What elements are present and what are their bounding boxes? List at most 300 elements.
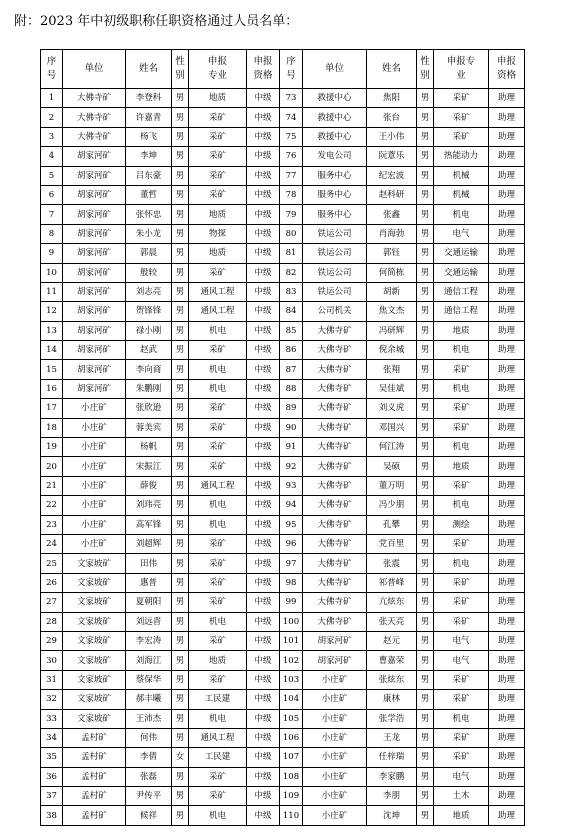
unit-cell: 救援中心 xyxy=(303,89,367,108)
unit-cell: 大佛寺矿 xyxy=(303,612,367,631)
unit-cell: 大佛寺矿 xyxy=(303,515,367,534)
gender-cell: 男 xyxy=(417,341,434,360)
name-cell: 张磊 xyxy=(126,767,172,786)
table-row xyxy=(41,244,525,263)
seq-cell: 10 xyxy=(41,263,63,282)
qualification-cell: 中级 xyxy=(247,690,280,709)
unit-cell: 大佛寺矿 xyxy=(303,379,367,398)
qualification-cell: 中级 xyxy=(247,360,280,379)
qualification-cell: 助理 xyxy=(489,244,525,263)
table-row xyxy=(41,166,525,185)
major-cell: 交通运输 xyxy=(434,244,489,263)
name-cell: 赵武 xyxy=(126,341,172,360)
unit-cell: 文家坡矿 xyxy=(63,651,126,670)
major-cell: 采矿 xyxy=(189,263,247,282)
name-cell: 张学浩 xyxy=(367,709,417,728)
qualification-cell: 中级 xyxy=(247,612,280,631)
seq-cell: 98 xyxy=(280,573,303,592)
qualification-cell: 助理 xyxy=(489,748,525,767)
seq-cell: 81 xyxy=(280,244,303,263)
table-row xyxy=(41,379,525,398)
column-header-text: 单位 xyxy=(84,63,104,74)
column-header-text: 业 xyxy=(456,70,466,81)
column-header-text: 序 xyxy=(46,56,57,67)
name-cell: 吕东豪 xyxy=(126,166,172,185)
name-cell: 阮薏乐 xyxy=(367,147,417,166)
major-cell: 电气 xyxy=(434,631,489,650)
qualification-cell: 中级 xyxy=(247,728,280,747)
table-row xyxy=(41,205,525,224)
unit-cell: 大佛寺矿 xyxy=(303,593,367,612)
qualification-cell: 助理 xyxy=(489,418,525,437)
qualification-cell: 中级 xyxy=(247,631,280,650)
gender-cell: 男 xyxy=(172,418,189,437)
seq-cell: 31 xyxy=(41,670,63,689)
column-header-text: 申报 xyxy=(207,56,227,67)
major-cell: 机电 xyxy=(434,496,489,515)
unit-cell: 文家坡矿 xyxy=(63,690,126,709)
table-row xyxy=(41,438,525,457)
name-cell: 何伟 xyxy=(126,728,172,747)
unit-cell: 大佛寺矿 xyxy=(303,534,367,553)
qualification-cell: 中级 xyxy=(247,670,280,689)
name-cell: 田伟 xyxy=(126,554,172,573)
major-cell: 机电 xyxy=(434,379,489,398)
seq-cell: 76 xyxy=(280,147,303,166)
major-cell: 土木 xyxy=(434,787,489,806)
gender-cell: 男 xyxy=(417,360,434,379)
major-cell: 采矿 xyxy=(434,476,489,495)
gender-cell: 男 xyxy=(172,341,189,360)
gender-cell: 男 xyxy=(417,457,434,476)
unit-cell: 小庄矿 xyxy=(63,476,126,495)
table-row xyxy=(41,554,525,573)
name-cell: 刘超辉 xyxy=(126,534,172,553)
name-cell: 王小伟 xyxy=(367,127,417,146)
qualification-cell: 助理 xyxy=(489,651,525,670)
qualification-cell: 中级 xyxy=(247,651,280,670)
qualification-cell: 中级 xyxy=(247,108,280,127)
name-cell: 惠普 xyxy=(126,573,172,592)
unit-cell: 胡家河矿 xyxy=(63,302,126,321)
qualification-cell: 中级 xyxy=(247,767,280,786)
seq-cell: 104 xyxy=(280,690,303,709)
table-row xyxy=(41,690,525,709)
seq-cell: 85 xyxy=(280,321,303,340)
gender-cell: 男 xyxy=(417,748,434,767)
major-cell: 交通运输 xyxy=(434,263,489,282)
qualification-cell: 中级 xyxy=(247,515,280,534)
column-header-text: 别 xyxy=(420,70,430,81)
column-header-name xyxy=(126,50,172,89)
seq-cell: 79 xyxy=(280,205,303,224)
seq-cell: 91 xyxy=(280,438,303,457)
name-cell: 党百里 xyxy=(367,534,417,553)
qualification-cell: 助理 xyxy=(489,457,525,476)
column-header-text: 姓名 xyxy=(381,63,401,74)
qualification-cell: 中级 xyxy=(247,573,280,592)
name-cell: 冯研辉 xyxy=(367,321,417,340)
gender-cell: 男 xyxy=(172,302,189,321)
major-cell: 采矿 xyxy=(434,399,489,418)
seq-cell: 99 xyxy=(280,593,303,612)
unit-cell: 大佛寺矿 xyxy=(303,496,367,515)
major-cell: 采矿 xyxy=(189,127,247,146)
name-cell: 李朋 xyxy=(367,787,417,806)
seq-cell: 92 xyxy=(280,457,303,476)
unit-cell: 大佛寺矿 xyxy=(303,476,367,495)
major-cell: 采矿 xyxy=(434,127,489,146)
gender-cell: 男 xyxy=(172,670,189,689)
name-cell: 王龙 xyxy=(367,728,417,747)
seq-cell: 82 xyxy=(280,263,303,282)
qualification-cell: 助理 xyxy=(489,263,525,282)
major-cell: 采矿 xyxy=(434,748,489,767)
table-row xyxy=(41,127,525,146)
major-cell: 通风工程 xyxy=(189,728,247,747)
name-cell: 亢炫东 xyxy=(367,593,417,612)
table-row xyxy=(41,341,525,360)
major-cell: 通信工程 xyxy=(434,282,489,301)
major-cell: 采矿 xyxy=(189,147,247,166)
unit-cell: 胡家河矿 xyxy=(63,282,126,301)
unit-cell: 胡家河矿 xyxy=(303,651,367,670)
qualification-cell: 助理 xyxy=(489,147,525,166)
column-header-unit xyxy=(63,50,126,89)
unit-cell: 孟村矿 xyxy=(63,806,126,825)
major-cell: 热能动力 xyxy=(434,147,489,166)
unit-cell: 文家坡矿 xyxy=(63,593,126,612)
unit-cell: 小庄矿 xyxy=(303,709,367,728)
major-cell: 机械 xyxy=(434,185,489,204)
column-header-text: 资格 xyxy=(253,70,273,81)
major-cell: 采矿 xyxy=(189,767,247,786)
gender-cell: 男 xyxy=(417,690,434,709)
table-row xyxy=(41,399,525,418)
qualification-cell: 中级 xyxy=(247,534,280,553)
unit-cell: 大佛寺矿 xyxy=(303,418,367,437)
table-row xyxy=(41,321,525,340)
major-cell: 电气 xyxy=(434,767,489,786)
seq-cell: 23 xyxy=(41,515,63,534)
column-header-text: 单位 xyxy=(324,63,344,74)
major-cell: 地质 xyxy=(434,457,489,476)
seq-cell: 1 xyxy=(41,89,63,108)
unit-cell: 胡家河矿 xyxy=(63,185,126,204)
qualification-cell: 中级 xyxy=(247,166,280,185)
unit-cell: 文家坡矿 xyxy=(63,573,126,592)
seq-cell: 75 xyxy=(280,127,303,146)
qualification-cell: 中级 xyxy=(247,185,280,204)
table-row xyxy=(41,457,525,476)
table-row xyxy=(41,670,525,689)
qualification-cell: 中级 xyxy=(247,418,280,437)
seq-cell: 25 xyxy=(41,554,63,573)
unit-cell: 大佛寺矿 xyxy=(63,108,126,127)
unit-cell: 文家坡矿 xyxy=(63,631,126,650)
table-row xyxy=(41,302,525,321)
unit-cell: 小庄矿 xyxy=(63,438,126,457)
seq-cell: 93 xyxy=(280,476,303,495)
qualification-cell: 助理 xyxy=(489,205,525,224)
name-cell: 吴硕 xyxy=(367,457,417,476)
column-header-seq xyxy=(41,50,63,89)
name-cell: 蓉美宾 xyxy=(126,418,172,437)
major-cell: 通风工程 xyxy=(189,476,247,495)
qualification-cell: 中级 xyxy=(247,321,280,340)
gender-cell: 男 xyxy=(172,787,189,806)
qualification-cell: 中级 xyxy=(247,282,280,301)
name-cell: 吴佳斌 xyxy=(367,379,417,398)
major-cell: 采矿 xyxy=(189,573,247,592)
gender-cell: 男 xyxy=(172,263,189,282)
unit-cell: 小庄矿 xyxy=(303,767,367,786)
column-header-name xyxy=(367,50,417,89)
unit-cell: 大佛寺矿 xyxy=(63,127,126,146)
major-cell: 采矿 xyxy=(189,399,247,418)
major-cell: 物探 xyxy=(189,224,247,243)
name-cell: 李坤 xyxy=(126,147,172,166)
qualification-cell: 助理 xyxy=(489,438,525,457)
qualification-cell: 中级 xyxy=(247,263,280,282)
seq-cell: 73 xyxy=(280,89,303,108)
qualification-cell: 中级 xyxy=(247,496,280,515)
table-row xyxy=(41,496,525,515)
gender-cell: 男 xyxy=(417,399,434,418)
unit-cell: 胡家河矿 xyxy=(63,341,126,360)
name-cell: 张翔 xyxy=(367,360,417,379)
unit-cell: 服务中心 xyxy=(303,185,367,204)
gender-cell: 男 xyxy=(172,457,189,476)
qualification-cell: 助理 xyxy=(489,360,525,379)
column-header-major xyxy=(434,50,489,89)
unit-cell: 胡家河矿 xyxy=(303,631,367,650)
seq-cell: 96 xyxy=(280,534,303,553)
major-cell: 采矿 xyxy=(434,534,489,553)
name-cell: 张鑫 xyxy=(367,205,417,224)
qualification-cell: 助理 xyxy=(489,476,525,495)
gender-cell: 男 xyxy=(172,185,189,204)
name-cell: 焦文杰 xyxy=(367,302,417,321)
seq-cell: 28 xyxy=(41,612,63,631)
unit-cell: 胡家河矿 xyxy=(63,147,126,166)
table-row xyxy=(41,806,525,825)
name-cell: 张怀忠 xyxy=(126,205,172,224)
major-cell: 地质 xyxy=(434,806,489,825)
seq-cell: 94 xyxy=(280,496,303,515)
gender-cell: 男 xyxy=(172,108,189,127)
qualification-cell: 中级 xyxy=(247,476,280,495)
table-row xyxy=(41,631,525,650)
qualification-cell: 助理 xyxy=(489,787,525,806)
name-cell: 夏朝阳 xyxy=(126,593,172,612)
name-cell: 李登科 xyxy=(126,89,172,108)
table-row xyxy=(41,612,525,631)
gender-cell: 男 xyxy=(172,631,189,650)
column-header-text: 序 xyxy=(286,56,296,67)
table-row xyxy=(41,263,525,282)
gender-cell: 男 xyxy=(172,690,189,709)
name-cell: 王沛杰 xyxy=(126,709,172,728)
unit-cell: 小庄矿 xyxy=(303,670,367,689)
major-cell: 采矿 xyxy=(189,438,247,457)
name-cell: 刘海江 xyxy=(126,651,172,670)
name-cell: 康林 xyxy=(367,690,417,709)
seq-cell: 5 xyxy=(41,166,63,185)
seq-cell: 6 xyxy=(41,185,63,204)
qualification-cell: 中级 xyxy=(247,127,280,146)
table-row xyxy=(41,89,525,108)
unit-cell: 大佛寺矿 xyxy=(303,399,367,418)
gender-cell: 男 xyxy=(417,89,434,108)
name-cell: 贺锋锋 xyxy=(126,302,172,321)
unit-cell: 大佛寺矿 xyxy=(303,438,367,457)
unit-cell: 胡家河矿 xyxy=(63,244,126,263)
name-cell: 杨飞 xyxy=(126,127,172,146)
column-header-gender xyxy=(172,50,189,89)
seq-cell: 86 xyxy=(280,341,303,360)
major-cell: 机电 xyxy=(189,321,247,340)
major-cell: 测绘 xyxy=(434,515,489,534)
name-cell: 般较 xyxy=(126,263,172,282)
name-cell: 任梓瑞 xyxy=(367,748,417,767)
unit-cell: 大佛寺矿 xyxy=(303,573,367,592)
table-row xyxy=(41,787,525,806)
unit-cell: 大佛寺矿 xyxy=(303,341,367,360)
qualification-cell: 中级 xyxy=(247,457,280,476)
gender-cell: 男 xyxy=(417,631,434,650)
unit-cell: 文家坡矿 xyxy=(63,612,126,631)
seq-cell: 37 xyxy=(41,787,63,806)
qualification-cell: 中级 xyxy=(247,787,280,806)
qualification-cell: 中级 xyxy=(247,748,280,767)
major-cell: 采矿 xyxy=(434,360,489,379)
seq-cell: 33 xyxy=(41,709,63,728)
gender-cell: 男 xyxy=(172,612,189,631)
qualification-cell: 中级 xyxy=(247,379,280,398)
major-cell: 机电 xyxy=(434,341,489,360)
major-cell: 机电 xyxy=(434,709,489,728)
unit-cell: 文家坡矿 xyxy=(63,554,126,573)
column-header-text: 号 xyxy=(286,70,296,81)
unit-cell: 小庄矿 xyxy=(63,399,126,418)
approved-personnel-table xyxy=(40,49,525,826)
seq-cell: 107 xyxy=(280,748,303,767)
qualification-cell: 中级 xyxy=(247,399,280,418)
major-cell: 采矿 xyxy=(434,670,489,689)
qualification-cell: 助理 xyxy=(489,302,525,321)
major-cell: 机电 xyxy=(189,496,247,515)
qualification-cell: 助理 xyxy=(489,534,525,553)
gender-cell: 男 xyxy=(172,166,189,185)
table-row xyxy=(41,224,525,243)
major-cell: 采矿 xyxy=(189,185,247,204)
name-cell: 祁普峰 xyxy=(367,573,417,592)
major-cell: 采矿 xyxy=(189,108,247,127)
seq-cell: 11 xyxy=(41,282,63,301)
unit-cell: 小庄矿 xyxy=(303,787,367,806)
qualification-cell: 助理 xyxy=(489,108,525,127)
unit-cell: 铁运公司 xyxy=(303,263,367,282)
table-row xyxy=(41,108,525,127)
table-row xyxy=(41,748,525,767)
seq-cell: 21 xyxy=(41,476,63,495)
major-cell: 机电 xyxy=(434,205,489,224)
qualification-cell: 中级 xyxy=(247,709,280,728)
column-header-gender xyxy=(417,50,434,89)
seq-cell: 80 xyxy=(280,224,303,243)
major-cell: 工民建 xyxy=(189,748,247,767)
seq-cell: 17 xyxy=(41,399,63,418)
gender-cell: 男 xyxy=(417,670,434,689)
unit-cell: 大佛寺矿 xyxy=(303,321,367,340)
name-cell: 郭钰 xyxy=(367,244,417,263)
major-cell: 机电 xyxy=(189,806,247,825)
gender-cell: 男 xyxy=(172,534,189,553)
gender-cell: 男 xyxy=(172,554,189,573)
qualification-cell: 助理 xyxy=(489,670,525,689)
unit-cell: 大佛寺矿 xyxy=(303,360,367,379)
name-cell: 蔡保华 xyxy=(126,670,172,689)
gender-cell: 男 xyxy=(172,379,189,398)
name-cell: 何简栋 xyxy=(367,263,417,282)
unit-cell: 发电公司 xyxy=(303,147,367,166)
unit-cell: 胡家河矿 xyxy=(63,224,126,243)
gender-cell: 男 xyxy=(417,709,434,728)
unit-cell: 胡家河矿 xyxy=(63,205,126,224)
gender-cell: 男 xyxy=(417,147,434,166)
table-row xyxy=(41,476,525,495)
unit-cell: 大佛寺矿 xyxy=(303,457,367,476)
gender-cell: 男 xyxy=(417,612,434,631)
unit-cell: 铁运公司 xyxy=(303,282,367,301)
qualification-cell: 助理 xyxy=(489,185,525,204)
gender-cell: 男 xyxy=(417,515,434,534)
major-cell: 工民建 xyxy=(189,690,247,709)
major-cell: 通风工程 xyxy=(189,302,247,321)
seq-cell: 14 xyxy=(41,341,63,360)
unit-cell: 小庄矿 xyxy=(63,496,126,515)
unit-cell: 孟村矿 xyxy=(63,728,126,747)
major-cell: 采矿 xyxy=(189,418,247,437)
qualification-cell: 助理 xyxy=(489,690,525,709)
qualification-cell: 助理 xyxy=(489,127,525,146)
major-cell: 电气 xyxy=(434,651,489,670)
seq-cell: 20 xyxy=(41,457,63,476)
seq-cell: 83 xyxy=(280,282,303,301)
major-cell: 通信工程 xyxy=(434,302,489,321)
unit-cell: 小庄矿 xyxy=(63,534,126,553)
gender-cell: 男 xyxy=(417,728,434,747)
qualification-cell: 助理 xyxy=(489,282,525,301)
unit-cell: 文家坡矿 xyxy=(63,670,126,689)
qualification-cell: 中级 xyxy=(247,147,280,166)
qualification-cell: 中级 xyxy=(247,224,280,243)
unit-cell: 救援中心 xyxy=(303,108,367,127)
unit-cell: 服务中心 xyxy=(303,166,367,185)
gender-cell: 男 xyxy=(417,476,434,495)
seq-cell: 110 xyxy=(280,806,303,825)
qualification-cell: 助理 xyxy=(489,767,525,786)
major-cell: 采矿 xyxy=(189,593,247,612)
major-cell: 电气 xyxy=(434,224,489,243)
seq-cell: 84 xyxy=(280,302,303,321)
gender-cell: 男 xyxy=(417,438,434,457)
name-cell: 胡新 xyxy=(367,282,417,301)
name-cell: 朱小龙 xyxy=(126,224,172,243)
name-cell: 纪宏波 xyxy=(367,166,417,185)
major-cell: 地质 xyxy=(189,205,247,224)
